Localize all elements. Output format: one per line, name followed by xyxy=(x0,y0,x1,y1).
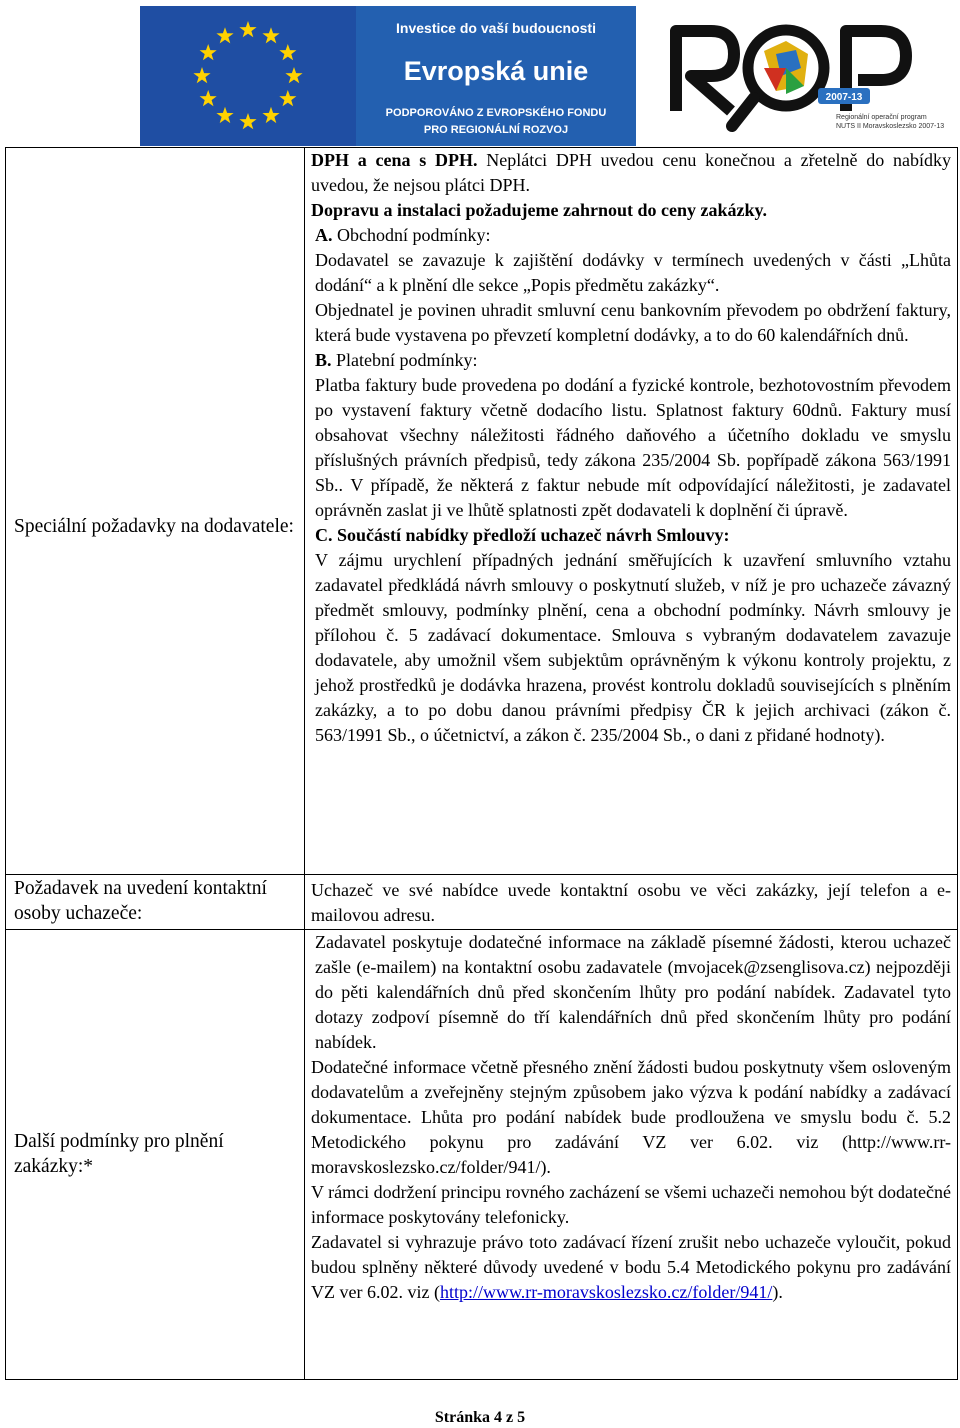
eu-star-icon xyxy=(200,90,217,106)
row-label-special-requirements: Speciální požadavky na dodavatele: xyxy=(14,516,294,537)
paragraph: Dodavatel se zavazuje k zajištění dodávky v termínech uvedených v části „Lhůta dodání“ a k plnění dle sekce „Popis předmětu zakázky“. xyxy=(315,250,951,295)
paragraph: Zadavatel si vyhrazuje právo toto zadávací řízení zrušit nebo uchazeče vyloučit, pokud budou splněny některé důvody uvedené v bodu 5.4 Metodického pokynu pro zadávání VZ ver 6.02. viz (http://www.rr-moravskoslezsko.cz/folder/941/). xyxy=(311,1232,951,1302)
paragraph: V zájmu urychlení případných jednání směřujících k uzavření smluvního vztahu zadavatel předkládá návrh smlouvy o poskytnutí služeb, v níž je pro uchazeče závazný předmět smlouvy, podmínky plnění, cena a obchodní podmínky. Návrh smlouvy je přílohou č. 5 zadávací dokumentace. Smlouva s vybraným dodavatelem zavazuje dodavatele, aby umožnil všem subjektům oprávněným k výkonu kontroly projektu, z jehož prostředků je dodávka hrazena, provést kontrolu dokladů souvisejících s plněním zakázky, a to po dobu danou právními předpisy ČR k jejich archivaci (zákon č. 563/1991 Sb., o účetnictví, a zákon č. 235/2004 Sb., o dani z přidané hodnoty). xyxy=(315,550,951,745)
eu-title: Evropská unie xyxy=(403,56,589,86)
eu-star-icon xyxy=(216,27,233,43)
paragraph: Uchazeč ve své nabídce uvede kontaktní osobu ve věci zakázky, její telefon a e-mailovou adresu. xyxy=(311,880,951,925)
paragraph: DPH a cena s DPH. Neplátci DPH uvedou cenu konečnou a zřetelně do nabídky uvedou, že nejsou plátci DPH. xyxy=(311,150,952,195)
paragraph: Objednatel je povinen uhradit smluvní cenu bankovním převodem po obdržení faktury, která bude vystavena po převzetí kompletní dodávky, a to do 60 kalendářních dnů. xyxy=(315,300,951,345)
conditions-table xyxy=(5,147,958,1380)
paragraph: Dopravu a instalaci požadujeme zahrnout do ceny zakázky. xyxy=(311,200,768,220)
rop-caption2: NUTS II Moravskoslezsko 2007-13 xyxy=(836,123,945,130)
eu-fund-line2: PRO REGIONÁLNÍ ROZVOJ xyxy=(423,124,569,136)
paragraph: Platba faktury bude provedena po dodání a fyzické kontrole, bezhotovostním převodem po vystavení faktury včetně dodacího listu. Splatnost faktury 60dnů. Faktury musí obsahovat všechny náležitosti řádného daňového a účetního dokladu ve smyslu příslušných právních předpisů, tedy zákona 235/2004 Sb. popřípadě zákona 563/1991 Sb.. V případě, že některá z faktur nebude mít odpovídající náležitosti, je zadavatel oprávněn zaslat ji ve lhůtě splatnosti zpět dodavateli k doplnění či úpravě. xyxy=(315,375,951,520)
rop-years: 2007-13 xyxy=(825,92,863,103)
eu-star-icon xyxy=(262,27,279,43)
row-divider xyxy=(6,874,957,875)
eu-star-icon xyxy=(239,113,256,129)
eu-star-icon xyxy=(262,107,279,123)
eu-star-icon xyxy=(200,44,217,60)
section-heading-b: B. Platební podmínky: xyxy=(315,350,478,370)
eu-slogan: Investice do vaší budoucnosti xyxy=(396,20,596,36)
row-label-other-conditions: Další podmínky pro plnění zakázky:* xyxy=(14,1131,224,1177)
row-content-contact-person xyxy=(311,878,951,928)
row-content-special-requirements xyxy=(311,148,951,748)
header-banner xyxy=(140,6,960,146)
eu-star-icon xyxy=(193,67,210,83)
eu-text-panel xyxy=(356,6,636,146)
folder-link[interactable]: http://www.rr-moravskoslezsko.cz/folder/941/ xyxy=(439,1282,773,1302)
eu-star-icon xyxy=(279,44,296,60)
paragraph: Zadavatel poskytuje dodatečné informace na základě písemné žádosti, kterou uchazeč zašle (e-mailem) na kontaktní osobu zadavatele (mvojacek@zsenglisova.cz) nejpozději do pěti kalendářních dnů před skončením lhůty pro podání nabídek. Zadavatel tyto dotazy zodpoví písemně do tří kalendářních dnů před skončením lhůty pro podání nabídek. xyxy=(315,932,951,1052)
rop-logo xyxy=(636,6,960,146)
page-number: Stránka 4 z 5 xyxy=(434,1409,526,1426)
paragraph: V rámci dodržení principu rovného zacházení se všemi uchazeči nemohou být dodatečné informace poskytovány telefonicky. xyxy=(311,1182,951,1227)
paragraph: Dodatečné informace včetně přesného znění žádosti budou poskytnuty všem osloveným dodavatelům a zveřejněny stejným způsobem jako výzva k podání nabídky a zadávací dokumentace. Lhůta pro podání nabídek bude prodloužena ve smyslu bodu č. 5.2 Metodického pokynu pro zadávání VZ ver 6.02. viz (http://www.rr-moravskoslezsko.cz/folder/941/). xyxy=(311,1057,951,1177)
section-heading-c: C. Součástí nabídky předloží uchazeč návrh Smlouvy: xyxy=(315,525,730,545)
eu-stars-icon xyxy=(140,6,356,146)
row-label-contact-person: Požadavek na uvedení kontaktní osoby uchazeče: xyxy=(14,878,267,924)
eu-star-icon xyxy=(279,90,296,106)
eu-star-icon xyxy=(285,67,302,83)
column-divider xyxy=(304,148,305,1379)
eu-star-icon xyxy=(216,107,233,123)
eu-star-icon xyxy=(239,21,256,37)
eu-flag-logo xyxy=(140,6,356,146)
row-content-other-conditions xyxy=(311,930,951,1305)
section-heading-a: A. Obchodní podmínky: xyxy=(315,225,491,245)
eu-fund-line1: PODPOROVÁNO Z EVROPSKÉHO FONDU xyxy=(385,107,607,119)
rop-caption1: Regionální operační program xyxy=(836,114,927,121)
